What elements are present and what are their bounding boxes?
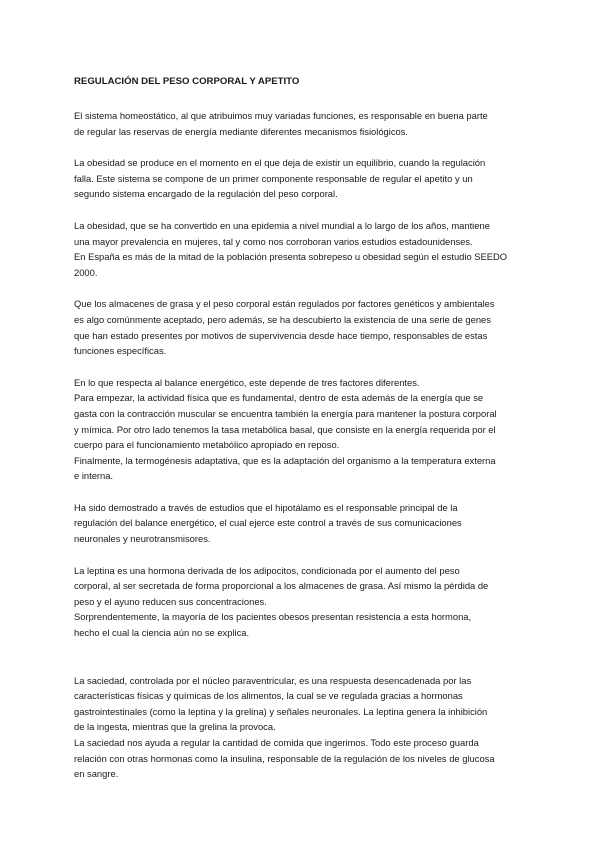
text-line: falla. Este sistema se compone de un primer componente responsable de regular el apetito y un [74, 172, 473, 184]
text-line: La saciedad, controlada por el núcleo paraventricular, es una respuesta desencadenada por las [74, 674, 472, 686]
text-line: relación con otras hormonas como la insulina, responsable de la regulación de los niveles de glucosa [74, 752, 495, 764]
text-line: una mayor prevalencia en mujeres, tal y como nos corroboran varios estudios estadounidenses. [74, 235, 473, 247]
paragraph-energy-balance [74, 375, 532, 484]
text-line: y mímica. Por otro lado tenemos la tasa metabólica basal, que consiste en la energía requerida por el [74, 423, 496, 435]
text-line: La saciedad nos ayuda a regular la cantidad de comida que ingerimos. Todo este proceso guarda [74, 737, 479, 748]
text-line: corporal, al ser secretada de forma proporcional a los almacenes de grasa. Así mismo la pérdida de [74, 580, 489, 592]
text-line: 2000. [74, 266, 98, 278]
text-line: peso y el ayuno reducen sus concentraciones. [74, 595, 267, 607]
text-line: El sistema homeostático, al que atribuimos muy variadas funciones, es responsable en buena parte [74, 110, 488, 121]
paragraph-genetic-factors [74, 296, 532, 358]
text-line: En lo que respecta al balance energético, este depende de tres factores diferentes. [74, 376, 420, 388]
text-line: Para empezar, la actividad física que es fundamental, dentro de esta además de la energía que se [74, 392, 484, 404]
text-line: en sangre. [74, 768, 119, 780]
text-line: características físicas y químicas de los alimentos, la cual se ve regulada gracias a hormonas [74, 690, 463, 702]
text-line: funciones específicas. [74, 345, 167, 357]
paragraph-obesity-definition [74, 155, 532, 202]
text-line: Que los almacenes de grasa y el peso corporal están regulados por factores genéticos y ambientales [74, 298, 495, 310]
text-line: de la ingesta, mientras que la grelina la provoca. [74, 721, 276, 733]
document-title: REGULACIÓN DEL PESO CORPORAL Y APETITO [74, 76, 300, 87]
text-line: Finalmente, la termogénesis adaptativa, que es la adaptación del organismo a la temperatura externa [74, 454, 496, 466]
text-line: La obesidad se produce en el momento en el que deja de existir un equilibrio, cuando la regulación [74, 157, 486, 169]
paragraph-obesity-epidemic [74, 218, 532, 280]
text-line: es algo comúnmente aceptado, pero además, se ha descubierto la existencia de una serie de genes [74, 313, 491, 325]
text-line: Sorprendentemente, la mayoría de los pacientes obesos presentan resistencia a esta hormona, [74, 611, 472, 623]
paragraph-hypothalamus [74, 500, 532, 547]
text-line: e interna. [74, 470, 114, 482]
text-line: cuerpo para el funcionamiento metabólico apropiado en reposo. [74, 439, 340, 451]
document-body [74, 74, 532, 798]
text-line: La leptina es una hormona derivada de los adipocitos, condicionada por el aumento del peso [74, 564, 460, 576]
text-line: Ha sido demostrado a través de estudios que el hipotálamo es el responsable principal de la [74, 501, 458, 513]
paragraph-leptin [74, 563, 532, 641]
text-line: En España es más de la mitad de la población presenta sobrepeso u obesidad según el estudio SEEDO [74, 251, 508, 263]
text-line: hecho el cual la ciencia aún no se explica. [74, 627, 250, 639]
text-line: regulación del balance energético, el cual ejerce este control a través de sus comunicaciones [74, 517, 462, 529]
text-line: segundo sistema encargado de la regulación del peso corporal. [74, 188, 338, 200]
text-line: de regular las reservas de energía mediante diferentes mecanismos fisiológicos. [74, 125, 409, 137]
text-line: La obesidad, que se ha convertido en una epidemia a nivel mundial a lo largo de los años, mantiene [74, 219, 490, 231]
text-line: gastrointestinales (como la leptina y la grelina) y señales neuronales. La leptina genera la inhibición [74, 705, 488, 717]
text-line: que han estado presentes por motivos de supervivencia desde hace tiempo, responsables de estas [74, 329, 488, 341]
text-line: gasta con la contracción muscular se encuentra también la energía para mantener la postura corporal [74, 407, 497, 419]
paragraph-satiety [74, 673, 532, 782]
text-line: neuronales y neurotransmisores. [74, 533, 211, 545]
paragraph-homeostatic-system [74, 108, 532, 139]
